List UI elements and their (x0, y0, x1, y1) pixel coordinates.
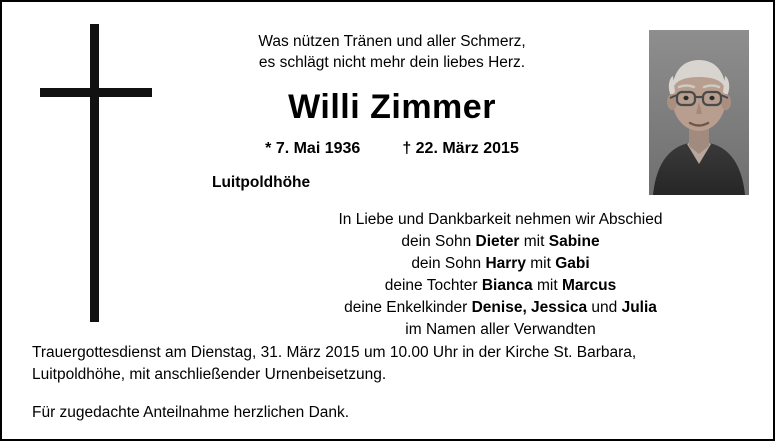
son2-name: Harry (485, 255, 526, 272)
birth-date: * 7. Mai 1936 (265, 140, 361, 157)
christian-cross-icon (38, 24, 168, 324)
verse-line-2: es schlägt nicht mehr dein liebes Herz. (258, 53, 526, 71)
son1-partner: Sabine (548, 233, 600, 250)
life-dates (172, 140, 612, 158)
service-details (32, 342, 748, 424)
thanks-note: Für zugedachte Anteilnahme herzlichen Dank. (32, 404, 350, 422)
grandchildren-names: Denise, Jessica (471, 299, 588, 316)
family-line-son-2 (257, 253, 744, 275)
cross-horizontal-bar (40, 88, 152, 97)
death-date: † 22. März 2015 (402, 140, 519, 157)
family-line-daughter (257, 275, 744, 297)
son2-partner: Gabi (555, 255, 590, 272)
family-closing: im Namen aller Verwandten (405, 321, 596, 338)
daughter-name: Bianca (481, 277, 533, 294)
residence-place: Luitpoldhöhe (212, 174, 311, 191)
grandchildren-mid: und (587, 299, 622, 316)
grandchild-last-name: Julia (621, 299, 657, 316)
portrait-photo (649, 30, 749, 195)
son2-prefix: dein Sohn (411, 255, 486, 272)
family-line-son-1 (257, 231, 744, 253)
son1-prefix: dein Sohn (401, 233, 476, 250)
daughter-partner: Marcus (561, 277, 617, 294)
family-block (257, 209, 744, 341)
memorial-verse (172, 32, 612, 74)
deceased-name: Willi Zimmer (288, 88, 496, 126)
family-intro: In Liebe und Dankbarkeit nehmen wir Abschied (338, 211, 663, 228)
son2-mid: mit (525, 255, 556, 272)
daughter-prefix: deine Tochter (384, 277, 482, 294)
daughter-mid: mit (532, 277, 562, 294)
verse-line-1: Was nützen Tränen und aller Schmerz, (258, 33, 526, 50)
son1-name: Dieter (475, 233, 520, 250)
family-line-grandchildren (257, 297, 744, 319)
son1-mid: mit (519, 233, 549, 250)
cross-vertical-bar (90, 24, 99, 322)
service-line-1: Trauergottesdienst am Dienstag, 31. März 2015 um 10.00 Uhr in der Kirche St. Barbara, (32, 344, 637, 361)
grandchildren-prefix: deine Enkelkinder (344, 299, 472, 316)
service-line-2: Luitpoldhöhe, mit anschließender Urnenbeisetzung. (32, 365, 387, 383)
